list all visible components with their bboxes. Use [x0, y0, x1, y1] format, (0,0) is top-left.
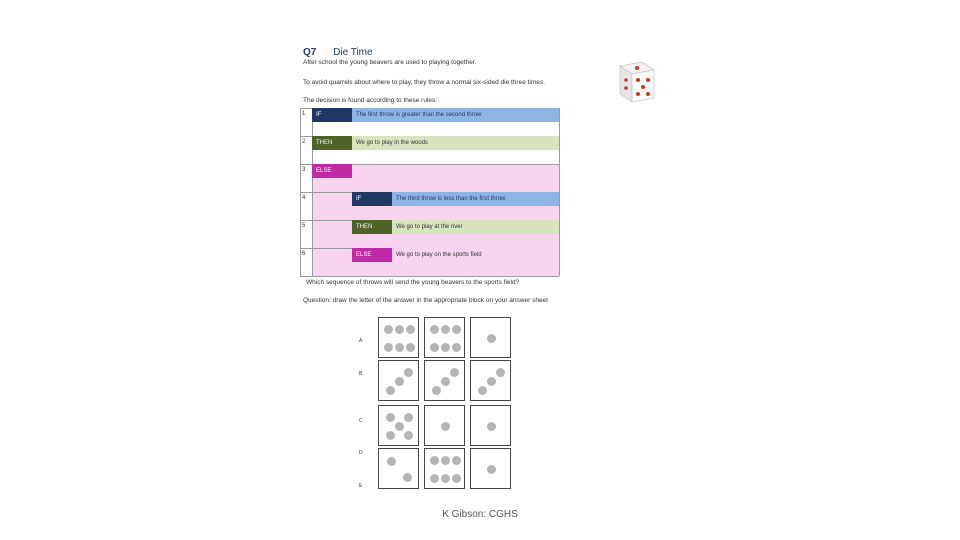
die-face: [470, 360, 511, 401]
rule-text: The third throw is less than the first throw: [392, 192, 559, 206]
answer-instruction: Question: draw the letter of the answer in the appropriate block on your answer sheet: [303, 297, 548, 304]
die-pip: [403, 473, 412, 482]
rule-text: We go to play in the woods: [352, 136, 559, 150]
die-pip: [487, 422, 496, 431]
die-pip: [430, 456, 439, 465]
die-face: [378, 360, 419, 401]
die-pip: [384, 343, 393, 352]
die-photo-icon: [612, 58, 658, 108]
die-pip: [387, 457, 396, 466]
question-number: Q7: [303, 47, 317, 58]
die-pip: [406, 343, 415, 352]
die-face: [378, 405, 419, 446]
intro-line-2: To avoid quarrels about where to play, they throw a normal six-sided die three times.: [303, 79, 545, 86]
die-face: [424, 448, 465, 489]
die-face: [378, 317, 419, 358]
rule-text: We go to play on the sports field: [392, 248, 559, 262]
rule-row-2: [300, 136, 559, 150]
option-label-c: C: [359, 418, 363, 424]
die-face: [424, 360, 465, 401]
die-pip: [430, 474, 439, 483]
die-pip: [404, 368, 413, 377]
die-face: [424, 405, 465, 446]
if-keyword: IF: [352, 192, 392, 206]
rule-text: The first throw is greater than the second throw: [352, 108, 559, 122]
die-pip: [430, 325, 439, 334]
die-pip: [452, 343, 461, 352]
question-title: Die Time: [333, 47, 373, 58]
rule-text: We go to play at the river: [392, 220, 559, 234]
die-pip: [404, 431, 413, 440]
rule-row-1: [300, 108, 559, 122]
footer-credit: K Gibson: CGHS: [442, 509, 518, 520]
option-label-d: D: [359, 450, 363, 456]
else-keyword: ELSE: [312, 164, 352, 178]
die-pip: [432, 386, 441, 395]
die-pip: [386, 431, 395, 440]
die-pip: [395, 377, 404, 386]
die-pip: [450, 368, 459, 377]
die-pip: [496, 368, 505, 377]
question-heading: [303, 47, 373, 58]
die-pip: [478, 386, 487, 395]
option-label-b: B: [359, 371, 363, 377]
die-pip: [406, 325, 415, 334]
intro-line-3: The decision is found according to these rules:: [303, 97, 438, 104]
die-pip: [395, 325, 404, 334]
option-label-e: E: [359, 483, 363, 489]
rule-row-3: [300, 164, 559, 178]
die-pip: [386, 386, 395, 395]
if-keyword: IF: [312, 108, 352, 122]
die-pip: [441, 377, 450, 386]
die-pip: [487, 377, 496, 386]
rule-number: 6: [302, 251, 306, 257]
die-pip: [430, 343, 439, 352]
else-keyword: ELSE: [352, 248, 392, 262]
rule-number: 5: [302, 223, 306, 229]
die-pip: [384, 325, 393, 334]
rule-row-5: [300, 220, 559, 234]
die-pip: [395, 343, 404, 352]
die-face: [470, 405, 511, 446]
then-keyword: THEN: [312, 136, 352, 150]
die-pip: [441, 422, 450, 431]
then-keyword: THEN: [352, 220, 392, 234]
die-face: [470, 317, 511, 358]
option-label-a: A: [359, 338, 363, 344]
die-pip: [404, 413, 413, 422]
die-pip: [452, 325, 461, 334]
die-pip: [441, 474, 450, 483]
die-pip: [487, 334, 496, 343]
rule-number: 1: [302, 111, 306, 117]
die-face: [378, 448, 419, 489]
die-face: [424, 317, 465, 358]
rule-row-4: [300, 192, 559, 206]
die-pip: [452, 474, 461, 483]
rule-number: 3: [302, 167, 306, 173]
die-pip: [386, 413, 395, 422]
die-face: [470, 448, 511, 489]
rule-number: 4: [302, 195, 306, 201]
die-pip: [441, 325, 450, 334]
question-prompt: Which sequence of throws will send the young beavers to the sports field?: [306, 279, 520, 286]
intro-line-1: After school the young beavers are used to playing together.: [303, 59, 477, 66]
die-pip: [452, 456, 461, 465]
rule-row-6: [300, 248, 559, 262]
die-pip: [441, 343, 450, 352]
rule-number: 2: [302, 139, 306, 145]
die-pip: [395, 422, 404, 431]
die-pip: [441, 456, 450, 465]
die-pip: [487, 465, 496, 474]
